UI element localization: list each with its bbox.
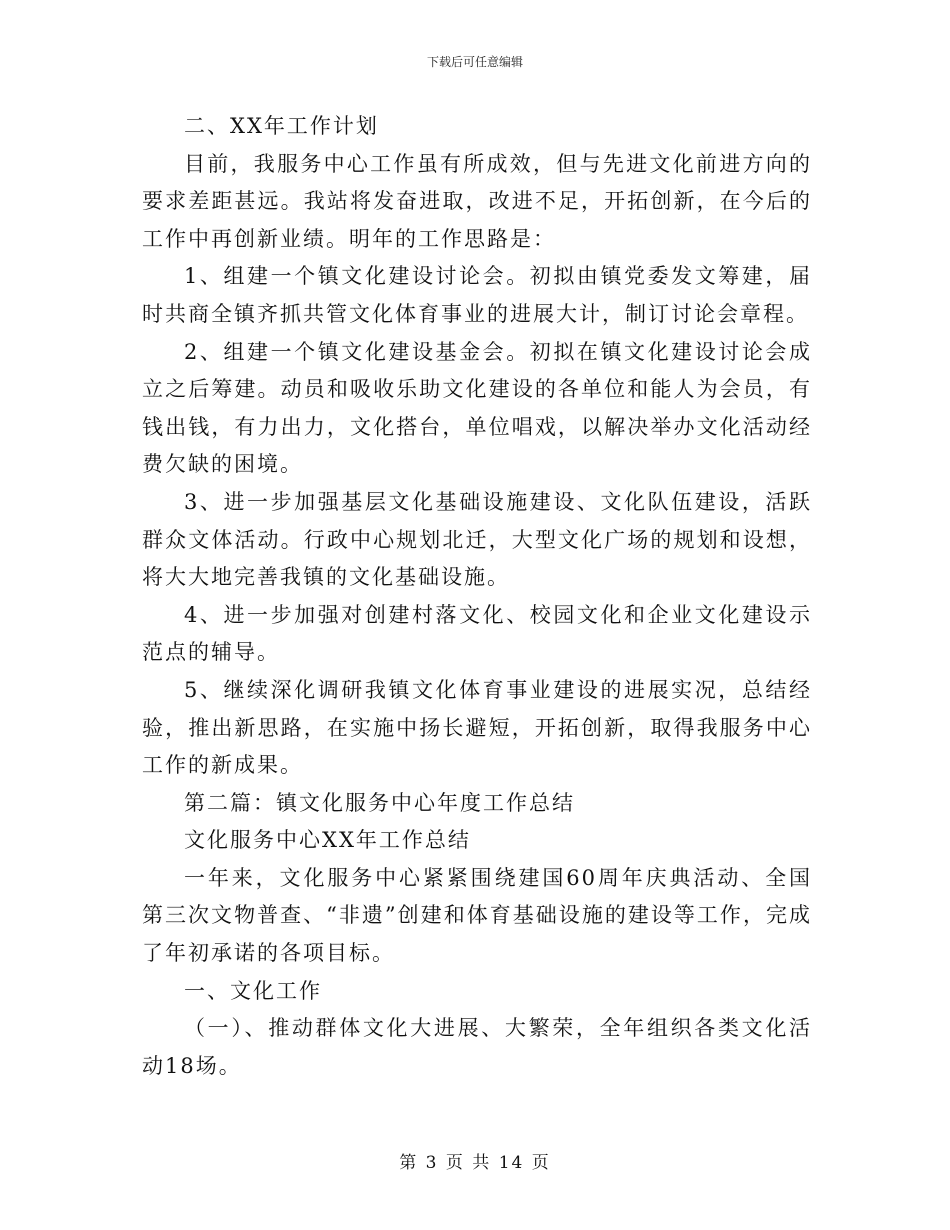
plan-item-2: 2、组建一个镇文化建设基金会。初拟在镇文化建设讨论会成立之后筹建。动员和吸收乐助文化建设的各单位和能人为会员，有钱出钱，有力出力，文化搭台，单位唱戏，以解决举办文化活动经费欠缺的困境。	[142, 339, 812, 477]
section-heading-culture: 一、文化工作	[184, 978, 322, 1003]
document-body	[142, 108, 812, 1085]
paragraph-summary: 一年来，文化服务中心紧紧围绕建国60周年庆典活动、全国第三次文物普查、“非遗”创建和体育基础设施的建设等工作，完成了年初承诺的各项目标。	[142, 865, 812, 966]
page-header: 下载后可任意编辑	[426, 55, 523, 69]
subsection-item-1: （一）、推动群体文化大进展、大繁荣，全年组织各类文化活动18场。	[142, 1016, 812, 1078]
plan-item-5: 5、继续深化调研我镇文化体育事业建设的进展实况，总结经验，推出新思路，在实施中扬长避短，开拓创新，取得我服务中心工作的新成果。	[142, 677, 812, 778]
plan-item-1: 1、组建一个镇文化建设讨论会。初拟由镇党委发文筹建，届时共商全镇齐抓共管文化体育事业的进展大计，制订讨论会章程。	[142, 264, 812, 326]
document-title: 文化服务中心XX年工作总结	[184, 828, 471, 853]
page-footer: 第 3 页 共 14 页	[399, 1153, 551, 1173]
section-heading-work-plan: 二、XX年工作计划	[184, 114, 379, 138]
chapter-title: 第二篇：镇文化服务中心年度工作总结	[184, 790, 575, 815]
paragraph-intro: 目前，我服务中心工作虽有所成效，但与先进文化前进方向的要求差距甚远。我站将发奋进取，改进不足，开拓创新，在今后的工作中再创新业绩。明年的工作思路是：	[142, 151, 812, 251]
plan-item-3: 3、进一步加强基层文化基础设施建设、文化队伍建设，活跃群众文体活动。行政中心规划北迁，大型文化广场的规划和设想，将大大地完善我镇的文化基础设施。	[142, 489, 812, 590]
plan-item-4: 4、进一步加强对创建村落文化、校园文化和企业文化建设示范点的辅导。	[142, 602, 812, 665]
